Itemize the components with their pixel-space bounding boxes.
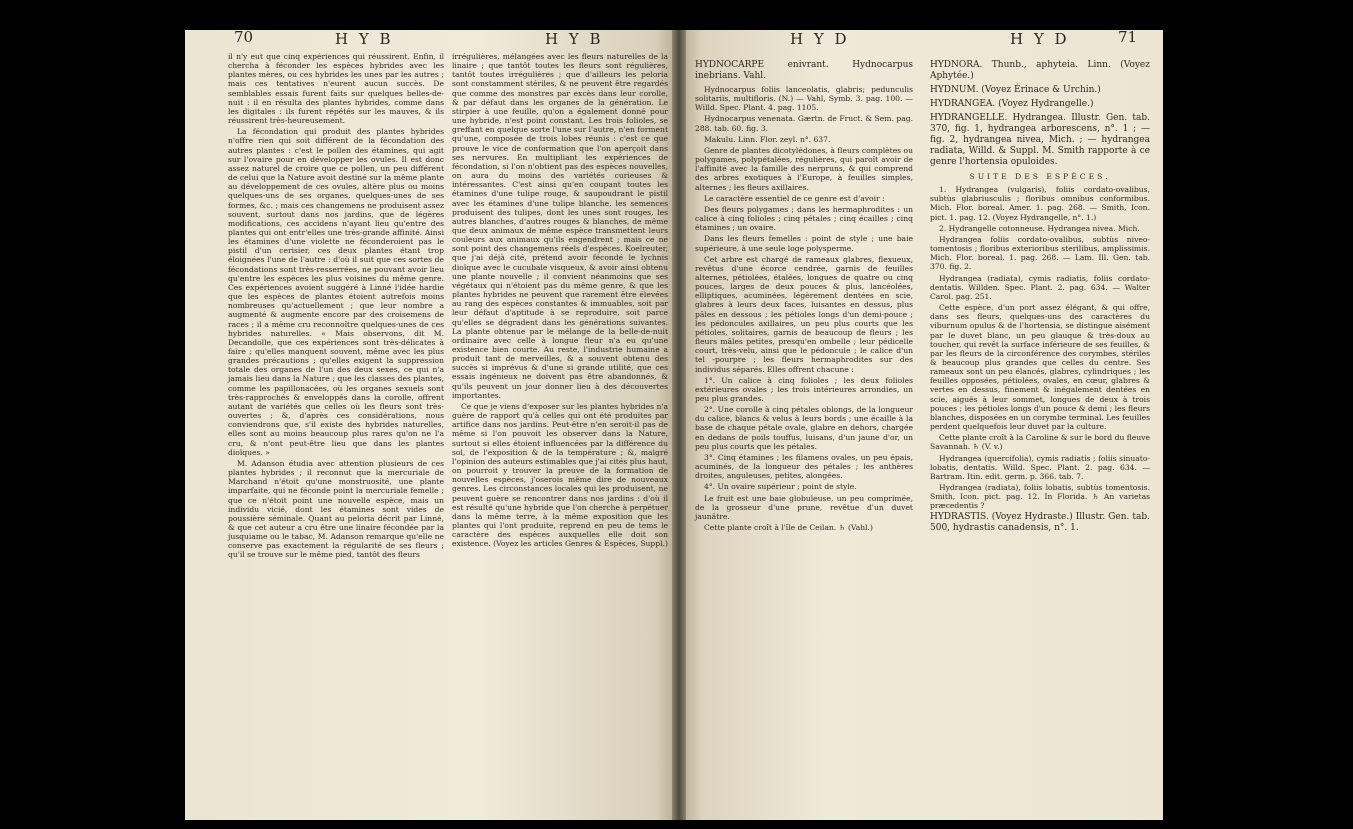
entry-heading: HYDRANGELLE. Hydrangea. Illustr. Gen. tab. 370, fig. 1, hydrangea arborescens, n°. 1 ; — fig. 2, hydrangea nivea, Mich. ; — hydrangea radiata, Willd. & Suppl. M. Smith rapporte à ce genre l'hortensia opuloides. bbox=[930, 113, 1150, 167]
section-heading: SUITE DES ESPÈCES. bbox=[969, 172, 1111, 181]
left-column-1 bbox=[228, 52, 444, 562]
paragraph: 2°. Une corolle à cinq pétales oblongs, de la longueur du calice, blancs & velus à leurs bords ; une écaille à la base de chaque pétale ovale, glabre en dehors, chargée en dedans de poils touffus, luisans, d'un jaune d'or, un peu plus courts que les pétales. bbox=[695, 405, 913, 451]
paragraph: Ce que je viens d'exposer sur les plantes hybrides n'a guère de rapport qu'à celles qui ont été produites par artifice dans nos jardins. Peut-être n'en seroit-il pas de même si l'on pouvoit les observer dans la Nature, surtout si elles étoient influencées par la différence du sol, de l'exposition & de la température ; &, malgré l'opinion des auteurs estimables que j'ai cités plus haut, on pourroit y trouver la preuve de la formation de nouvelles espèces, j'oserois même dire de nouveaux genres. Les circonstances locales qui les produisent, ne peuvent guère se rencontrer dans nos jardins : d'où il est résulté qu'une hybride que l'on cherche à perpétuer dans la même terre, à la même exposition que les plantes qui l'ont produite, reprend en peu de tems le caractère des espèces auxquelles elle doit son existence. (Voyez les articles Genres & Espèces, Suppl.) bbox=[452, 401, 669, 549]
paragraph: Dans les fleurs femelles : point de style ; une baie supérieure, à une seule loge polysperme. bbox=[695, 234, 913, 253]
paragraph: irrégulières, mélangées avec les fleurs naturelles de la linaire ; que tantôt toutes les fleurs sont régulières, tantôt toutes irrégulières ; que d'ailleurs les peloria sont constamment stériles, & ne peuvent être regardés que comme des monstres par excès dans leur corolle, & par défaut dans les organes de la génération. Le stirpier à une feuille, qu'on a également donné pour une hybride, n'est point constant. Les trois folioles, se greffant en quelque sorte l'une sur l'autre, n'en forment qu'une, composée de trois lobes réunis : c'est ce que prouve le vice de conformation que l'on aperçoit dans ses nervures. En multipliant les expériences de fécondation, si l'on n'obtient pas des espèces nouvelles, on aura du moins des variétés curieuses & intéressantes. C'est ainsi qu'en coupant toutes les étamines d'une tulipe rouge, & saupoudrant le pistil avec les étamines d'une tulipe blanche, les semences produisent des tulipes, dont les unes sont rouges, les autres blanches, d'autres rouges & blanches, de même que deux animaux de même espèce transmettent leurs couleurs aux animaux qu'ils engendrent ; mais ce ne sont point des changemens réels d'espèces. Koelreuter, que j'ai déjà cité, prétend avoir fécondé le lychnis dioïque avec le cucubale visqueux, & avoir ainsi obtenu une plante nouvelle ; il convient néanmoins que ses végétaux qui n'étoient pas du même genre, & que les plantes hybrides ne peuvent que rarement être élevées au rang des espèces constantes & immuables, soit par leur défaut d'aptitude à se reproduire, soit parce qu'elles se dégradent dans les générations suivantes. La plante obtenue par le mélange de la belle-de-nuit ordinaire avec celle à longue fleur n'a eu qu'une existence bien courte. Au reste, l'industrie humaine a produit tant de merveilles, & a souvent obtenu des succès si imprévus & d'une si grande utilité, que ces essais ingénieux ne doivent pas être abandonnés, & qu'ils peuvent un jour donner lieu à des découvertes importantes. bbox=[452, 52, 668, 400]
paragraph: Cette espèce, d'un port assez élégant, & qui offre, dans ses fleurs, quelques-uns des caractères du viburnum opulus & de l'hortensia, se distingue aisément par le duvet blanc, un peu glauque & très-doux au toucher, qui revêt la surface inférieure de ses feuilles, & par les fleurs de la circonférence des corymbes, stériles & beaucoup plus grandes que celles du centre. Ses rameaux sont un peu élancés, glabres, cylindriques ; les feuilles opposées, pétiolées, ovales, en cœur, glabres & vertes en dessus, finement & inégalement dentées en scie, aiguës à leur sommet, longues de deux à trois pouces ; les pétioles longs d'un pouce & demi ; les fleurs blanches, disposées en un corymbe terminal. Les feuilles perdent quelquefois leur duvet par la culture. bbox=[930, 303, 1150, 432]
paragraph: Hydrangea (radiata), foliis lobatis, subtùs tomentosis. Smith, Icon. pict. pag. 12. In Florida. ♄ An varietas præcedentis ? bbox=[930, 483, 1150, 511]
paragraph: il n'y eut que cinq expériences qui réussirent. Enfin, il chercha à féconder les espèces hybrides avec les plantes mères, ou ces hybrides les unes par les autres ; mais ces tentatives n'eurent aucun succès. De semblables essais furent faits sur quelques belles-de-nuit : il en résulta des plantes hybrides, comme dans les digitales : ils furent répétés sur les mauves, & ils réussirent très-heureusement. bbox=[228, 52, 444, 126]
paragraph: Hydrangea (radiata), cymis radiatis, foliis cordato-dentatis. Willden. Spec. Plant. 2. pag. 634. — Walter Carol. pag. 251. bbox=[930, 273, 1150, 301]
running-head-right-1: H Y D bbox=[790, 30, 850, 48]
running-head-left-2: H Y B bbox=[545, 30, 604, 48]
paragraph: Cet arbre est chargé de rameaux glabres, flexueux, revêtus d'une écorce cendrée, garnis de feuilles alternes, pétiolées, étalées, longues de quatre ou cinq pouces, larges de deux pouces & plus, lancéolées, elliptiques, acuminées, légèrement dentées en scie, glabres à leurs deux faces, luisantes en dessus, plus pâles en dessous ; les pétioles longs d'un demi-pouce ; les pédoncules axillaires, un peu plus courts que les pétioles, solitaires, garnis de beaucoup de fleurs ; les fleurs mâles petites, presqu'en ombelle ; leur pédicelle court, très-velu, ainsi que le pédoncule ; le calice d'un tel -pourpre ; les fleurs hermaphrodites sur des individus séparés. Elles offrent chacune : bbox=[695, 254, 913, 374]
paragraph: 4°. Un ovaire supérieur ; point de style. bbox=[704, 482, 857, 492]
paragraph: Le caractère essentiel de ce genre est d'avoir : bbox=[704, 193, 885, 203]
paragraph: Hydnocarpus foliis lanceolatis, glabris; pedunculis solitariis, multifloris. (N.) — Vahl, Symb. 3. pag. 100. — Willd. Spec. Plant. 4. pag. 1105. bbox=[695, 85, 913, 113]
running-head-left-1: H Y B bbox=[335, 30, 394, 48]
paragraph: La fécondation qui produit des plantes hybrides n'offre rien qui soit différent de la fécondation des autres plantes : c'est le pollen des étamines, qui agit sur l'ovaire pour en développer les ovules. Il est donc assez naturel de croire que ce pollen, un peu différent de celui que la Nature avoit destiné sur la même plante au développement de ces ovules, altère plus ou moins quelques-uns de ses organes, quelques-unes de ses formes, &c. ; mais ces changemens ne produisent assez souvent, surtout dans nos jardins, que de légères modifications, ces accidens n'ayant lieu qu'entre des plantes qui ont entr'elles une très-grande affinité. Ainsi les étamines d'une violette ne féconderoient pas le pistil d'un cerisier, ces deux plantes étant trop éloignées l'une de l'autre : d'où il suit que ces sortes de fécondations sont très-resserrées, ne pouvant avoir lieu qu'entre les espèces les plus voisines du même genre. Ces expériences avoient suggéré à Linné l'idée hardie que les espèces de plantes étoient autrefois moins nombreuses qu'actuellement ; que leur nombre a augmenté & augmente encore par des croisemens de races ; il a même cru reconnoître quelques-unes de ces hybrides naturelles. « Mais observons, dit M. Decandolle, que ces expériences sont très-délicates à faire ; qu'elles manquent souvent, même avec les plus grandes précautions ; qu'elles exigent la suppression totale des organes de l'un des deux sexes, ce qui n'a jamais lieu dans la Nature ; que les classes des plantes, comme les papillonacées, où les organes sexuels sont très-rapprochés & enveloppés dans la corolle, offrent autant de variétés que celles où les fleurs sont très-ouvertes ; &, d'après ces considérations, nous conviendrons que, s'il existe des hybrides naturelles, elles sont au moins beaucoup plus rares qu'on ne l'a cru, & n'ont peut-être lieu que dans les plantes dioïques. » bbox=[228, 127, 444, 457]
paragraph: Makulu. Linn. Flor. zeyl. n°. 637. bbox=[704, 134, 831, 144]
paragraph: M. Adanson étudia avec attention plusieurs de ces plantes hybrides ; il reconnut que la mercuriale de Marchand n'étoit qu'une monstruosité, une plante imparfaite, qui ne féconde point la mercuriale femelle ; que ce n'étoit point une nouvelle espèce, mais un individu vicié, dont les étamines sont vides de poussière séminale. Quant au peloria décrit par Linné, & que cet auteur a cru être une linaire fécondée par la jusquiame ou le tabac, M. Adanson remarque qu'elle ne conserve pas exactement la régularité de ses fleurs ; qu'il se trouve sur le même pied, tantôt des fleurs bbox=[228, 458, 444, 560]
paragraph: 3°. Cinq étamines ; les filamens ovales, un peu épais, acuminés, de la longueur des pétales ; les anthères droites, anguleuses, petites, alongées. bbox=[695, 452, 913, 481]
paragraph: 1. Hydrangea (vulgaris), foliis cordato-ovalibus, subtùs glabriusculis ; floribus omnibus conformibus. Mich. Flor. boreal. Amer. 1. pag. 268. — Smith, Icon. pict. 1. pag. 12. (Voyez Hydrangelle, n°. 1.) bbox=[930, 185, 1150, 222]
entry-heading: HYDNOCARPE enivrant. Hydnocarpus inebrians. Vahl. bbox=[695, 60, 913, 81]
paragraph: Le fruit est une baie globuleuse, un peu comprimée, de la grosseur d'une prune, revêtue d'un duvet jaunâtre. bbox=[695, 493, 913, 521]
paragraph: Cette plante croît à la Caroline & sur le bord du fleuve Savannah. ♄ (V. v.) bbox=[930, 433, 1150, 452]
right-column-1 bbox=[695, 60, 913, 534]
entry-heading: HYDNUM. (Voyez Érinace & Urchin.) bbox=[930, 85, 1101, 95]
paragraph: 2. Hydrangelle cotonneuse. Hydrangea nivea. Mich. bbox=[939, 223, 1140, 233]
right-column-2 bbox=[930, 60, 1150, 537]
entry-heading: HYDNORA. Thunb., aphyteia. Linn. (Voyez Aphytée.) bbox=[930, 60, 1150, 81]
paragraph: 1°. Un calice à cinq folioles ; les deux folioles extérieures ovales ; les trois intérieures arrondies, un peu plus grandes. bbox=[695, 375, 913, 403]
paragraph: Genre de plantes dicotylédones, à fleurs complètes ou polygames, polypétalées, régulières, qui paroît avoir de l'affinité avec la famille des nerpruns, & qui comprend des arbres exotiques à l'Europe, à feuilles simples, alternes ; les fleurs axillaires. bbox=[695, 145, 913, 192]
page-number-right: 71 bbox=[1118, 28, 1138, 46]
paragraph: Des fleurs polygames ; dans les hermaphrodites : un calice à cinq folioles ; cinq pétales ; cinq écailles ; cinq étamines ; un ovaire. bbox=[695, 204, 913, 233]
running-head-right-2: H Y D bbox=[1010, 30, 1070, 48]
page-number-left: 70 bbox=[234, 28, 254, 46]
paragraph: Cette plante croît à l'île de Ceilan. ♄ (Vahl.) bbox=[704, 523, 873, 533]
book-gutter bbox=[672, 30, 686, 820]
paragraph: Hydnocarpus venenata. Gærtn. de Fruct. & Sem. pag. 288. tab. 60. fig. 3. bbox=[695, 114, 913, 133]
paragraph: Hydrangea (quercifolia), cymis radiatis ; foliis sinuato-lobatis, dentatis. Willd. Spec. Plant. 2. pag. 634. — Bartram. Itin. edit. germ. p. 366. tab. 7. bbox=[930, 453, 1150, 481]
paragraph: Hydrangea foliis cordato-ovalibus, subtùs niveo-tomentosis ; floribus exterioribus sterilibus, amplissimis. Mich. Flor. boreal. 1. pag. 268. — Lam. Ill. Gen. tab. 370. fig. 2. bbox=[930, 234, 1150, 272]
entry-heading: HYDRANGEA. (Voyez Hydrangelle.) bbox=[930, 99, 1094, 109]
left-column-2 bbox=[452, 52, 668, 550]
entry-heading: HYDRASTIS. (Voyez Hydraste.) Illustr. Gen. tab. 500, hydrastis canadensis, n°. 1. bbox=[930, 512, 1150, 534]
